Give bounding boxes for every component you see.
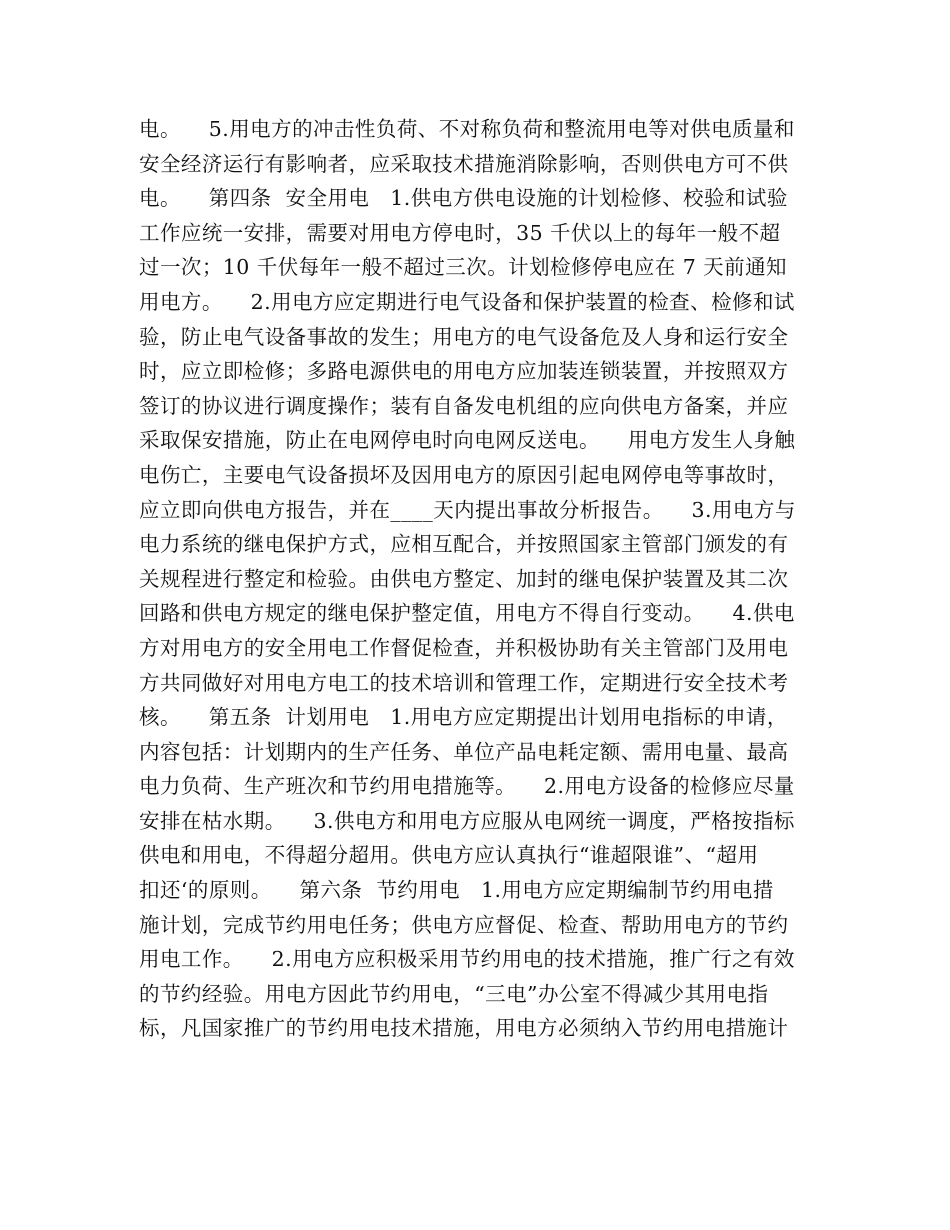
text-line-15: 回路和供电方规定的继电保护整定值，用电方不得自行变动。 4.供电 (139, 601, 795, 626)
text-line-1: 电。 5.用电方的冲击性负荷、不对称负荷和整流用电等对供电质量和 (139, 117, 795, 141)
text-line-3: 电。 第四条 安全用电 1.供电方供电设施的计划检修、校验和试验 (139, 186, 788, 211)
body-text (139, 112, 819, 1046)
text-line-8: 时，应立即检修；多路电源供电的用电方应加装连锁装置，并按照双方 (139, 359, 789, 384)
text-line-26: 的节约经验。用电方因此节约用电，“三电”办公室不得减少其用电指 (139, 981, 769, 1006)
text-line-17: 方共同做好对用电方电工的技术培训和管理工作，定期进行安全技术考 (139, 670, 789, 695)
text-line-23: 扣还‘的原则。 第六条 节约用电 1.用电方应定期编制节约用电措 (139, 878, 774, 903)
text-line-6: 用电方。 2.用电方应定期进行电气设备和保护装置的检查、检修和试 (139, 289, 795, 314)
text-line-5: 过一次；10 千伏每年一般不超过三次。计划检修停电应在 7 天前通知 (139, 255, 787, 280)
text-line-25: 用电工作。 2.用电方应积极采用节约用电的技术措施，推广行之有效 (139, 947, 795, 972)
text-line-2: 安全经济运行有影响者，应采取技术措施消除影响，否则供电方可不供 (139, 151, 789, 176)
text-line-13: 电力系统的继电保护方式，应相互配合，并按照国家主管部门颁发的有 (139, 532, 789, 557)
text-line-4: 工作应统一安排，需要对用电方停电时，35 千伏以上的每年一般不超 (139, 220, 781, 245)
text-line-18: 核。 第五条 计划用电 1.用电方应定期提出计划用电指标的申请， (139, 705, 788, 730)
text-line-27: 标，凡国家推广的节约用电技术措施，用电方必须纳入节约用电措施计 (139, 1016, 789, 1041)
text-line-12: 应立即向供电方报告，并在____天内提出事故分析报告。 3.用电方与 (139, 497, 796, 522)
text-line-21: 安排在枯水期。 3.供电方和用电方应服从电网统一调度，严格按指标 (139, 808, 795, 833)
text-line-9: 签订的协议进行调度操作；装有自备发电机组的应向供电方备案，并应 (139, 393, 789, 418)
text-line-19: 内容包括：计划期内的生产任务、单位产品电耗定额、需用电量、最高 (139, 739, 789, 764)
text-line-14: 关规程进行整定和检验。由供电方整定、加封的继电保护装置及其二次 (139, 566, 789, 591)
text-line-22: 供电和用电，不得超分超用。供电方应认真执行“谁超限谁”、“超用 (139, 843, 759, 868)
text-line-24: 施计划，完成节约用电任务；供电方应督促、检查、帮助用电方的节约 (139, 912, 789, 937)
text-line-10: 采取保安措施，防止在电网停电时向电网反送电。 用电方发生人身触 (139, 428, 796, 453)
text-line-16: 方对用电方的安全用电工作督促检查，并积极协助有关主管部门及用电 (139, 635, 789, 660)
text-line-11: 电伤亡，主要电气设备损坏及因用电方的原因引起电网停电等事故时， (139, 462, 789, 487)
text-line-20: 电力负荷、生产班次和节约用电措施等。 2.用电方设备的检修应尽量 (139, 774, 795, 799)
text-line-7: 验，防止电气设备事故的发生；用电方的电气设备危及人身和运行安全 (139, 324, 789, 349)
